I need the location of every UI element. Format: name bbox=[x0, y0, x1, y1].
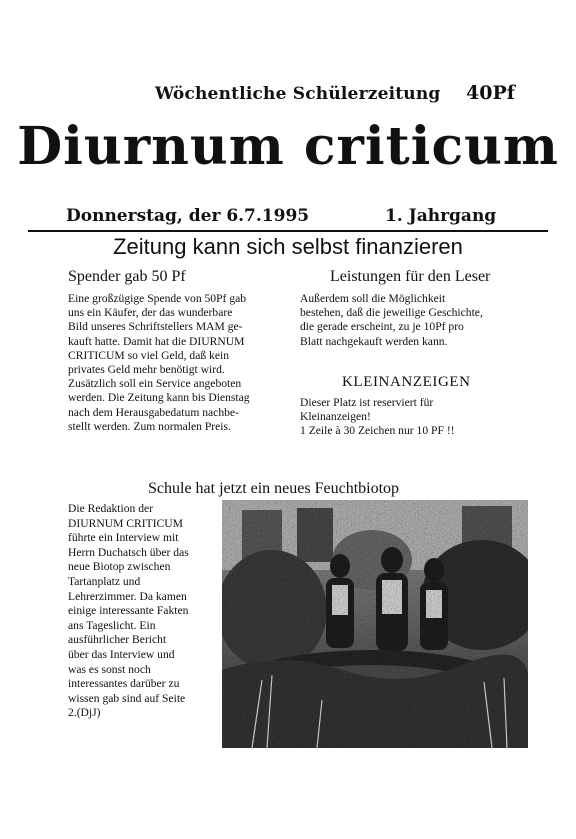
text-line: führte ein Interview mit bbox=[68, 531, 179, 545]
text-line: die gerade erscheint, zu je 10Pf pro bbox=[300, 320, 464, 334]
spender-article bbox=[68, 292, 250, 434]
text-line: bestehen, daß die jeweilige Geschichte, bbox=[300, 306, 483, 320]
text-line: ans Tageslicht. Ein bbox=[68, 618, 156, 632]
text-line: Dieser Platz ist reserviert für bbox=[300, 396, 434, 409]
leistungen-heading: Leistungen für den Leser bbox=[330, 268, 491, 285]
text-line: nach dem Herausgabedatum nachbe- bbox=[68, 405, 239, 419]
newspaper-title: Diurnum criticum bbox=[17, 116, 559, 177]
text-line: Lehrerzimmer. Da kamen bbox=[68, 589, 187, 603]
issue-volume: 1. Jahrgang bbox=[385, 206, 497, 226]
text-line: Kleinanzeigen! bbox=[300, 410, 371, 424]
text-line: Bild unseres Schriftstellers MAM ge- bbox=[68, 320, 243, 334]
biotop-heading: Schule hat jetzt ein neues Feuchtbiotop bbox=[148, 480, 400, 497]
text-line: kauft hatte. Damit hat die DIURNUM bbox=[68, 334, 245, 348]
text-line: stellt werden. Zum normalen Preis. bbox=[68, 419, 231, 433]
biotop-photo bbox=[222, 500, 528, 748]
biotop-article bbox=[68, 502, 189, 721]
text-line: Zusätzlich soll ein Service angeboten bbox=[68, 377, 242, 391]
spender-heading: Spender gab 50 Pf bbox=[68, 268, 186, 285]
text-line: neue Biotop zwischen bbox=[68, 560, 171, 574]
masthead-divider bbox=[28, 230, 548, 232]
text-line: DIURNUM CRITICUM bbox=[68, 516, 183, 530]
text-line: privates Geld mehr benötigt wird. bbox=[68, 363, 225, 377]
text-line: interessantes darüber zu bbox=[68, 677, 180, 691]
leistungen-article bbox=[300, 292, 483, 349]
text-line: uns ein Käufer, der das wunderbare bbox=[68, 306, 233, 320]
text-line: CRITICUM so viel Geld, daß kein bbox=[68, 348, 230, 362]
kleinanzeigen-text bbox=[300, 396, 455, 439]
text-line: 2.(DjJ) bbox=[68, 706, 101, 720]
text-line: wissen gab sind auf Seite bbox=[68, 691, 186, 705]
main-headline: Zeitung kann sich selbst finanzieren bbox=[113, 234, 463, 259]
text-line: Blatt nachgekauft werden kann. bbox=[300, 334, 448, 348]
text-line: Tartanplatz und bbox=[68, 574, 141, 588]
text-line: was es sonst noch bbox=[68, 662, 151, 676]
newspaper-subtitle: Wöchentliche Schülerzeitung bbox=[155, 84, 441, 104]
text-line: 1 Zeile à 30 Zeichen nur 10 PF !! bbox=[300, 424, 455, 438]
issue-date: Donnerstag, der 6.7.1995 bbox=[66, 206, 310, 226]
text-line: einige interessante Fakten bbox=[68, 604, 189, 618]
kleinanzeigen-heading: KLEINANZEIGEN bbox=[342, 374, 471, 390]
text-line: werden. Die Zeitung kann bis Dienstag bbox=[68, 391, 250, 405]
text-line: über das Interview und bbox=[68, 647, 175, 661]
text-line: Außerdem soll die Möglichkeit bbox=[300, 292, 446, 305]
text-line: Eine großzügige Spende von 50Pf gab bbox=[68, 292, 247, 305]
issue-price: 40Pf bbox=[466, 82, 515, 104]
text-line: Die Redaktion der bbox=[68, 502, 153, 515]
text-line: Herrn Duchatsch über das bbox=[68, 545, 189, 559]
text-line: ausführlicher Bericht bbox=[68, 633, 167, 647]
